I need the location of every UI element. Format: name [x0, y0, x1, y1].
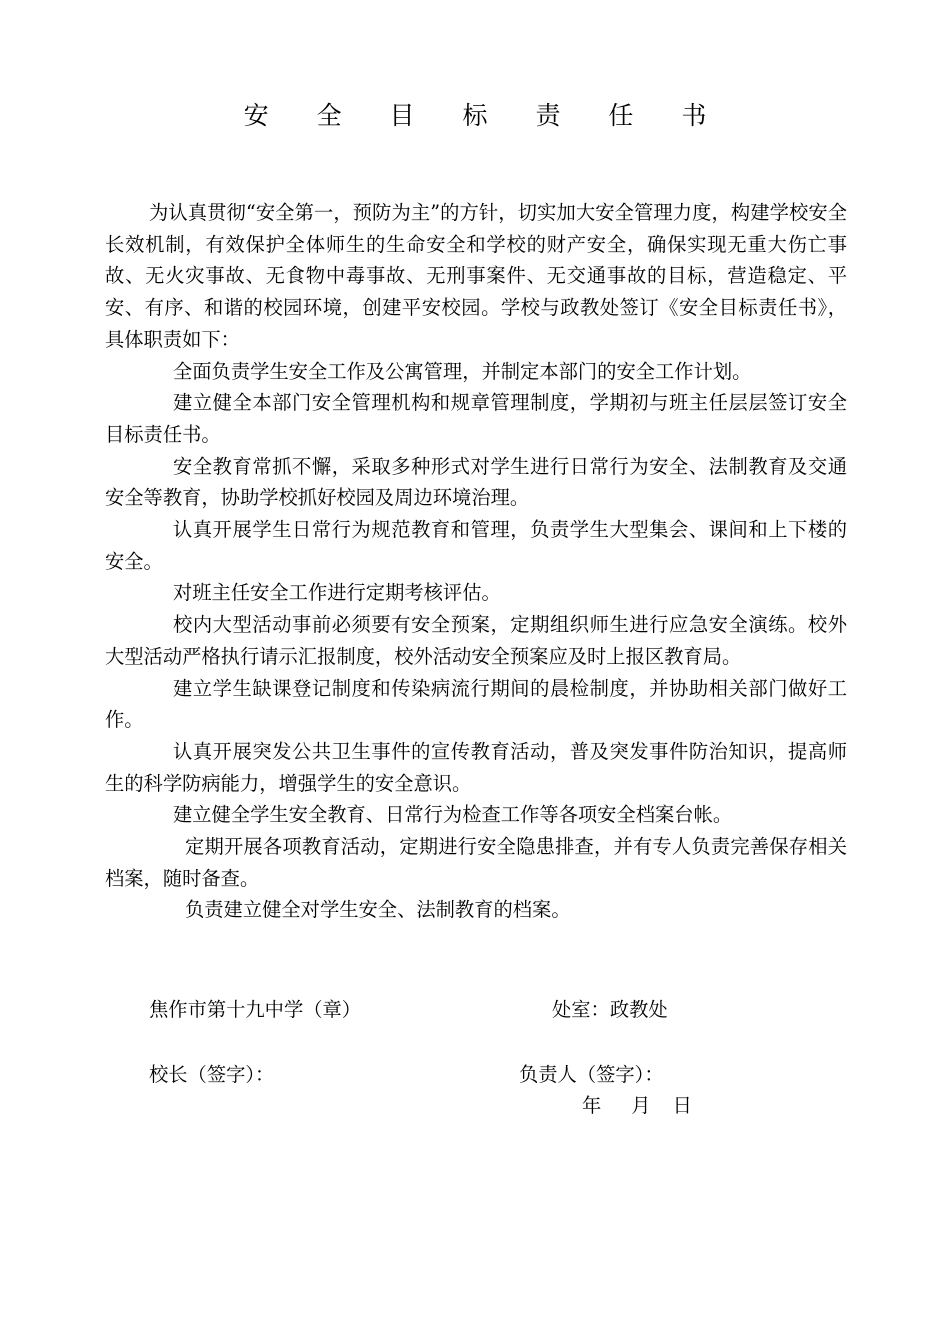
duty-item: 定期开展各项教育活动，定期进行安全隐患排查，并有专人负责完善保存相关档案，随时备查。	[105, 835, 847, 890]
manager-signature-line: 负责人（签字）：	[519, 1063, 664, 1086]
date-year: 年	[582, 1094, 602, 1117]
duty-item: 安全教育常抓不懈，采取多种形式对学生进行日常行为安全、法制教育及交通安全等教育，协助学校抓好校园及周边环境治理。	[105, 454, 847, 510]
duty-item: 建立健全学生安全教育、日常行为检查工作等各项安全档案台帐。	[173, 803, 733, 827]
school-seal-line: 焦作市第十九中学（章）	[149, 998, 362, 1021]
duty-item: 校内大型活动事前必须要有安全预案，定期组织师生进行应急安全演练。校外大型活动严格执行请示汇报制度，校外活动安全预案应及时上报区教育局。	[105, 613, 847, 668]
duty-item: 对班主任安全工作进行定期考核评估。	[173, 581, 501, 605]
date-month: 月	[631, 1094, 651, 1117]
intro-paragraph: 为认真贯彻“安全第一，预防为主”的方针，切实加大安全管理力度，构建学校安全长效机制，有效保护全体师生的生命安全和学校的财产安全，确保实现无重大伤亡事故、无火灾事故、无食物中毒事故、无刑事案件、无交通事故的目标，营造稳定、平安、有序、和谐的校园环境，创建平安校园。学校与政教处签订《安全目标责任书》，具体职责如下：	[105, 201, 847, 351]
date-day: 日	[672, 1094, 692, 1117]
date-line	[582, 1091, 692, 1121]
duty-item: 认真开展学生日常行为规范教育和管理，负责学生大型集会、课间和上下楼的安全。	[105, 518, 847, 573]
department-line: 处室：政教处	[552, 998, 668, 1021]
principal-signature-line: 校长（签字）：	[149, 1063, 275, 1086]
duty-item: 全面负责学生安全工作及公寓管理，并制定本部门的安全工作计划。	[173, 359, 752, 383]
duty-item: 认真开展突发公共卫生事件的宣传教育活动，普及突发事件防治知识，提高师生的科学防病能力，增强学生的安全意识。	[105, 739, 847, 795]
document-title: 安 全 目 标 责 任 书	[243, 101, 727, 130]
document-body	[105, 197, 847, 926]
duty-item: 建立学生缺课登记制度和传染病流行期间的晨检制度，并协助相关部门做好工作。	[105, 676, 847, 732]
duty-item: 建立健全本部门安全管理机构和规章管理制度，学期初与班主任层层签订安全目标责任书。	[105, 391, 847, 446]
duty-item: 负责建立健全对学生安全、法制教育的档案。	[185, 898, 571, 922]
